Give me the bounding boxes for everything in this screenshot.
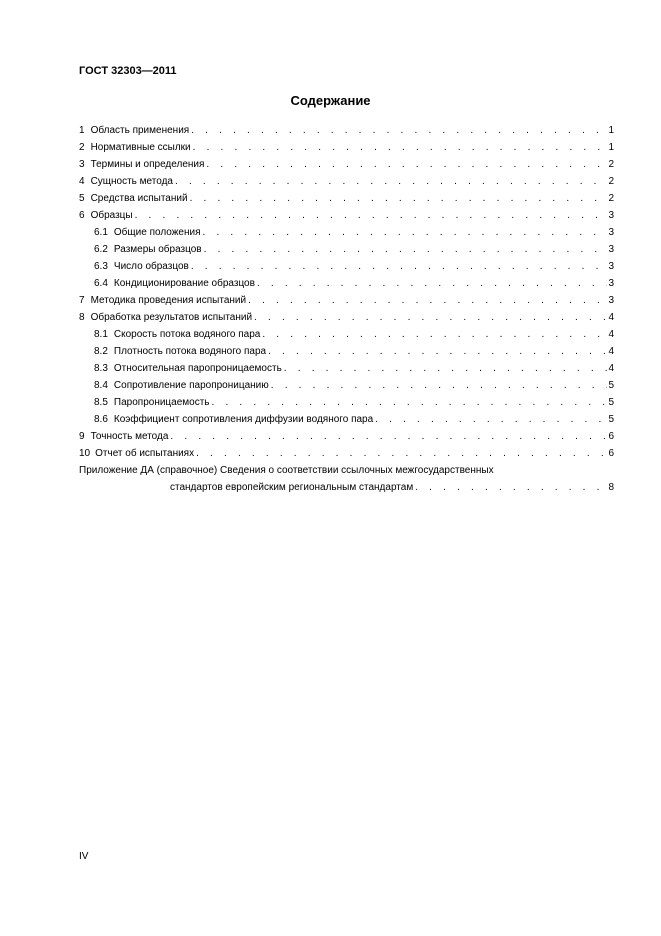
toc-entry-title: Число образцов <box>113 261 189 272</box>
footer-page-number: IV <box>79 851 89 862</box>
toc-title: Содержание <box>290 93 371 108</box>
toc-entry-number: 7 <box>79 295 85 306</box>
toc-entry-number: 8.5 <box>94 397 108 408</box>
toc-entry-10[interactable] <box>79 445 614 462</box>
dot-leader <box>268 343 607 360</box>
toc-entry-title: Размеры образцов <box>113 244 202 255</box>
toc-entry-title: Относительная паропроницаемость <box>113 363 282 374</box>
toc-entry-page: 4 <box>608 363 614 374</box>
toc-entry-title: Область применения <box>90 125 190 136</box>
toc-entry-number: 5 <box>79 193 85 204</box>
dot-leader <box>193 139 608 156</box>
toc-entry-page: 5 <box>608 414 614 425</box>
toc-entry-page: 3 <box>608 261 614 272</box>
toc-entry-5[interactable] <box>79 190 614 207</box>
toc-entry-page: 3 <box>608 244 614 255</box>
toc-entry-title: Плотность потока водяного пара <box>113 346 267 357</box>
dot-leader <box>375 411 607 428</box>
toc-entry-number: 6.2 <box>94 244 108 255</box>
toc-entry-8-6[interactable] <box>79 411 614 428</box>
appendix-label: Приложение ДА <box>79 465 154 476</box>
toc-entry-page: 6 <box>608 448 614 459</box>
toc-entry-8-4[interactable] <box>79 377 614 394</box>
toc-entry-number: 8.4 <box>94 380 108 391</box>
toc-entry-page: 6 <box>608 431 614 442</box>
toc-entry-8-2[interactable] <box>79 343 614 360</box>
dot-leader <box>212 394 608 411</box>
toc-entry-4[interactable] <box>79 173 614 190</box>
dot-leader <box>135 207 608 224</box>
dot-leader <box>191 122 607 139</box>
toc-entry-page: 2 <box>608 193 614 204</box>
toc-entry-title: Кондиционирование образцов <box>113 278 255 289</box>
dot-leader <box>175 173 607 190</box>
toc-entry-title: Нормативные ссылки <box>90 142 191 153</box>
toc-entry-8-3[interactable] <box>79 360 614 377</box>
dot-leader <box>254 309 607 326</box>
toc-entry-6[interactable] <box>79 207 614 224</box>
toc-entry-page: 4 <box>608 329 614 340</box>
toc-entry-number: 6.3 <box>94 261 108 272</box>
dot-leader <box>262 326 607 343</box>
toc-entry-9[interactable] <box>79 428 614 445</box>
toc-entry-number: 2 <box>79 142 85 153</box>
toc-entry-6-4[interactable] <box>79 275 614 292</box>
appendix-title-line1: Сведения о соответствии ссылочных межгосударственных <box>220 465 494 476</box>
toc-entry-title: Обработка результатов испытаний <box>90 312 253 323</box>
dot-leader <box>257 275 608 292</box>
table-of-contents <box>79 122 614 462</box>
toc-entry-number: 8.2 <box>94 346 108 357</box>
document-id-header: ГОСТ 32303—2011 <box>79 65 177 77</box>
appendix-page: 8 <box>608 482 614 493</box>
toc-entry-8-5[interactable] <box>79 394 614 411</box>
dot-leader <box>191 258 608 275</box>
toc-entry-number: 10 <box>79 448 91 459</box>
toc-entry-6-1[interactable] <box>79 224 614 241</box>
toc-entry-title: Коэффициент сопротивления диффузии водяного пара <box>113 414 374 425</box>
toc-entry-number: 8 <box>79 312 85 323</box>
toc-entry-6-2[interactable] <box>79 241 614 258</box>
toc-entry-number: 6.4 <box>94 278 108 289</box>
toc-entry-page: 1 <box>608 125 614 136</box>
toc-entry-1[interactable] <box>79 122 614 139</box>
appendix-title-line2: стандартов европейским региональным стандартам <box>170 482 414 493</box>
dot-leader <box>271 377 608 394</box>
toc-entry-page: 4 <box>608 346 614 357</box>
toc-entry-title: Термины и определения <box>90 159 205 170</box>
toc-entry-page: 2 <box>608 176 614 187</box>
dot-leader <box>196 445 607 462</box>
toc-entry-number: 8.6 <box>94 414 108 425</box>
dot-leader <box>190 190 608 207</box>
toc-entry-number: 8.1 <box>94 329 108 340</box>
dot-leader <box>170 428 607 445</box>
toc-entry-3[interactable] <box>79 156 614 173</box>
toc-entry-title: Скорость потока водяного пара <box>113 329 261 340</box>
toc-entry-2[interactable] <box>79 139 614 156</box>
toc-entry-page: 4 <box>608 312 614 323</box>
toc-entry-page: 3 <box>608 210 614 221</box>
toc-entry-title: Паропроницаемость <box>113 397 210 408</box>
toc-entry-8-1[interactable] <box>79 326 614 343</box>
dot-leader <box>204 241 608 258</box>
toc-entry-title: Отчет об испытаниях <box>95 448 195 459</box>
toc-entry-title: Методика проведения испытаний <box>90 295 247 306</box>
toc-entry-number: 8.3 <box>94 363 108 374</box>
dot-leader <box>248 292 607 309</box>
toc-entry-page: 3 <box>608 227 614 238</box>
toc-entry-number: 6.1 <box>94 227 108 238</box>
toc-entry-title: Средства испытаний <box>90 193 188 204</box>
toc-entry-appendix[interactable] <box>79 462 614 496</box>
toc-entry-number: 9 <box>79 431 85 442</box>
toc-entry-title: Точность метода <box>90 431 169 442</box>
dot-leader <box>415 479 607 496</box>
toc-entry-8[interactable] <box>79 309 614 326</box>
toc-entry-7[interactable] <box>79 292 614 309</box>
appendix-type: (справочное) <box>156 465 218 476</box>
toc-entry-number: 1 <box>79 125 85 136</box>
dot-leader <box>203 224 608 241</box>
toc-entry-page: 5 <box>608 380 614 391</box>
toc-entry-6-3[interactable] <box>79 258 614 275</box>
toc-entry-number: 3 <box>79 159 85 170</box>
toc-entry-page: 1 <box>608 142 614 153</box>
dot-leader <box>206 156 607 173</box>
toc-entry-number: 4 <box>79 176 85 187</box>
toc-entry-page: 2 <box>608 159 614 170</box>
toc-entry-page: 5 <box>608 397 614 408</box>
toc-entry-page: 3 <box>608 295 614 306</box>
toc-entry-number: 6 <box>79 210 85 221</box>
toc-entry-title: Сущность метода <box>90 176 173 187</box>
toc-entry-title: Образцы <box>90 210 133 221</box>
toc-entry-title: Общие положения <box>113 227 201 238</box>
toc-entry-page: 3 <box>608 278 614 289</box>
dot-leader <box>284 360 608 377</box>
toc-entry-title: Сопротивление паропроницанию <box>113 380 269 391</box>
